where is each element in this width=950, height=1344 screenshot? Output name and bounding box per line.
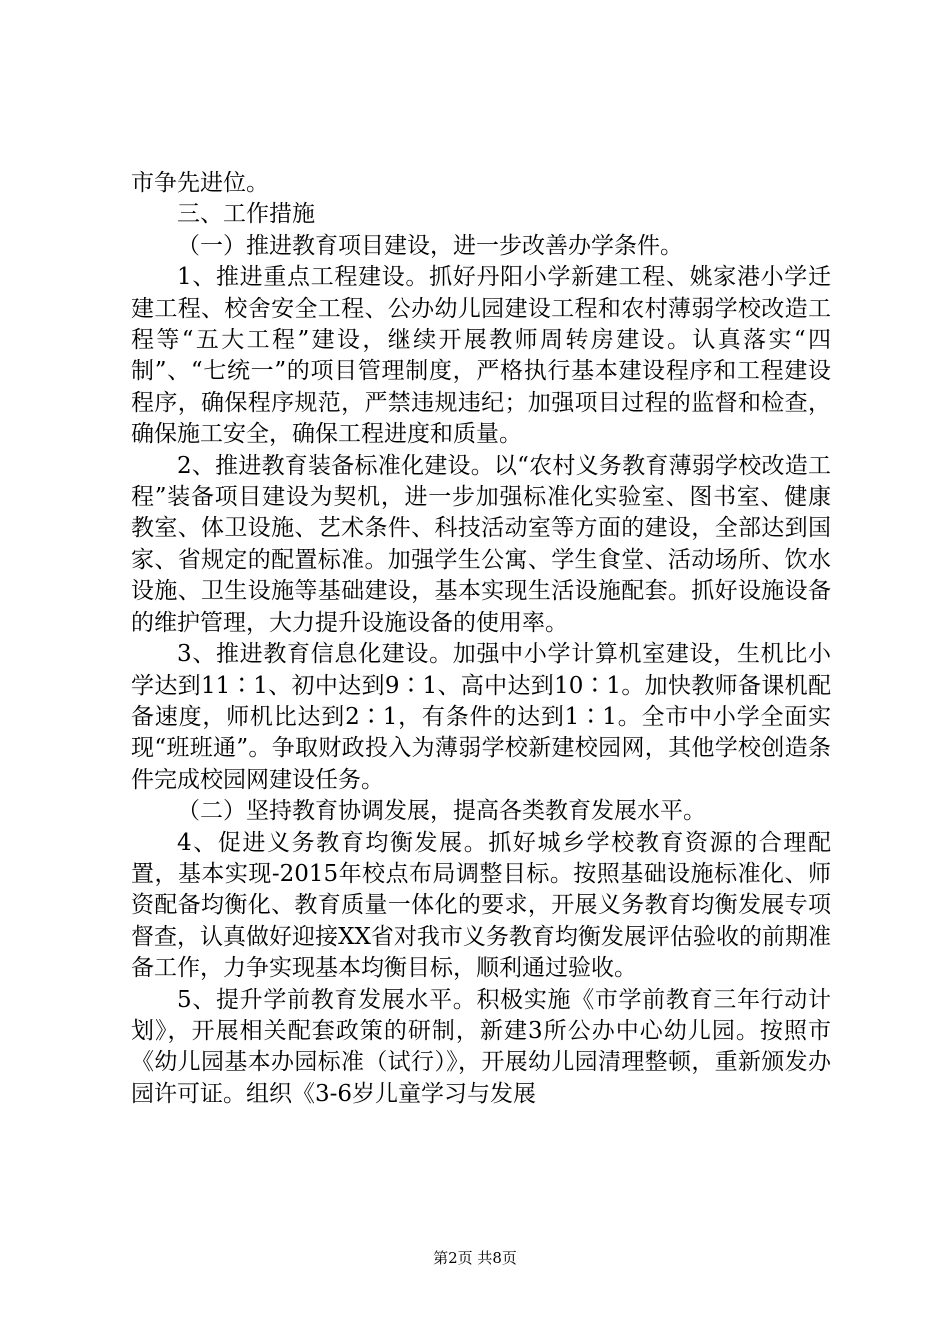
section-heading-work-measures: 三、工作措施: [177, 201, 315, 228]
document-body: [131, 168, 831, 1110]
paragraph-item-2: 2、推进教育装备标准化建设。以“农村义务教育薄弱学校改造工程”装备项目建设为契机，进一步加强标准化实验室、图书室、健康教室、体卫设施、艺术条件、科技活动室等方面的建设，全部达到国家、省规定的配置标准。加强学生公寓、学生食堂、活动场所、饮水设施、卫生设施等基础建设，基本实现生活设施配套。抓好设施设备的维护管理，大力提升设施设备的使用率。: [131, 452, 831, 636]
paragraph-continuation: 市争先进位。: [131, 170, 269, 196]
page-number-footer: 第2页 共8页: [433, 1249, 517, 1267]
paragraph-item-3: 3、推进教育信息化建设。加强中小学计算机室建设，生机比小学达到11∶1、初中达到9∶1、高中达到10∶1。加快教师备课机配备速度，师机比达到2∶1，有条件的达到1∶1。全市中小学全面实现“班班通”。争取财政投入为薄弱学校新建校园网，其他学校创造条件完成校园网建设任务。: [131, 641, 831, 793]
subsection-heading-2: （二）坚持教育协调发展，提高各类教育发展水平。: [177, 798, 706, 825]
paragraph-item-4: 4、促进义务教育均衡发展。抓好城乡学校教育资源的合理配置，基本实现-2015年校点布局调整目标。按照基础设施标准化、师资配备均衡化、教育质量一体化的要求，开展义务教育均衡发展专项督查，认真做好迎接XX省对我市义务教育均衡发展评估验收的前期准备工作，力争实现基本均衡目标，顺利通过验收。: [131, 829, 831, 982]
subsection-heading-1: （一）推进教育项目建设，进一步改善办学条件。: [177, 232, 683, 259]
paragraph-item-1: 1、推进重点工程建设。抓好丹阳小学新建工程、姚家港小学迁建工程、校舍安全工程、公办幼儿园建设工程和农村薄弱学校改造工程等“五大工程”建设，继续开展教师周转房建设。认真落实“四制”、“七统一”的项目管理制度，严格执行基本建设程序和工程建设程序，确保程序规范，严禁违规违纪；加强项目过程的监督和检查，确保施工安全，确保工程进度和质量。: [131, 264, 831, 448]
paragraph-item-5: 5、提升学前教育发展水平。积极实施《市学前教育三年行动计划》，开展相关配套政策的研制，新建3所公办中心幼儿园。按照市《幼儿园基本办园标准（试行）》，开展幼儿园清理整顿，重新颁发办园许可证。组织《3-6岁儿童学习与发展: [131, 986, 831, 1107]
